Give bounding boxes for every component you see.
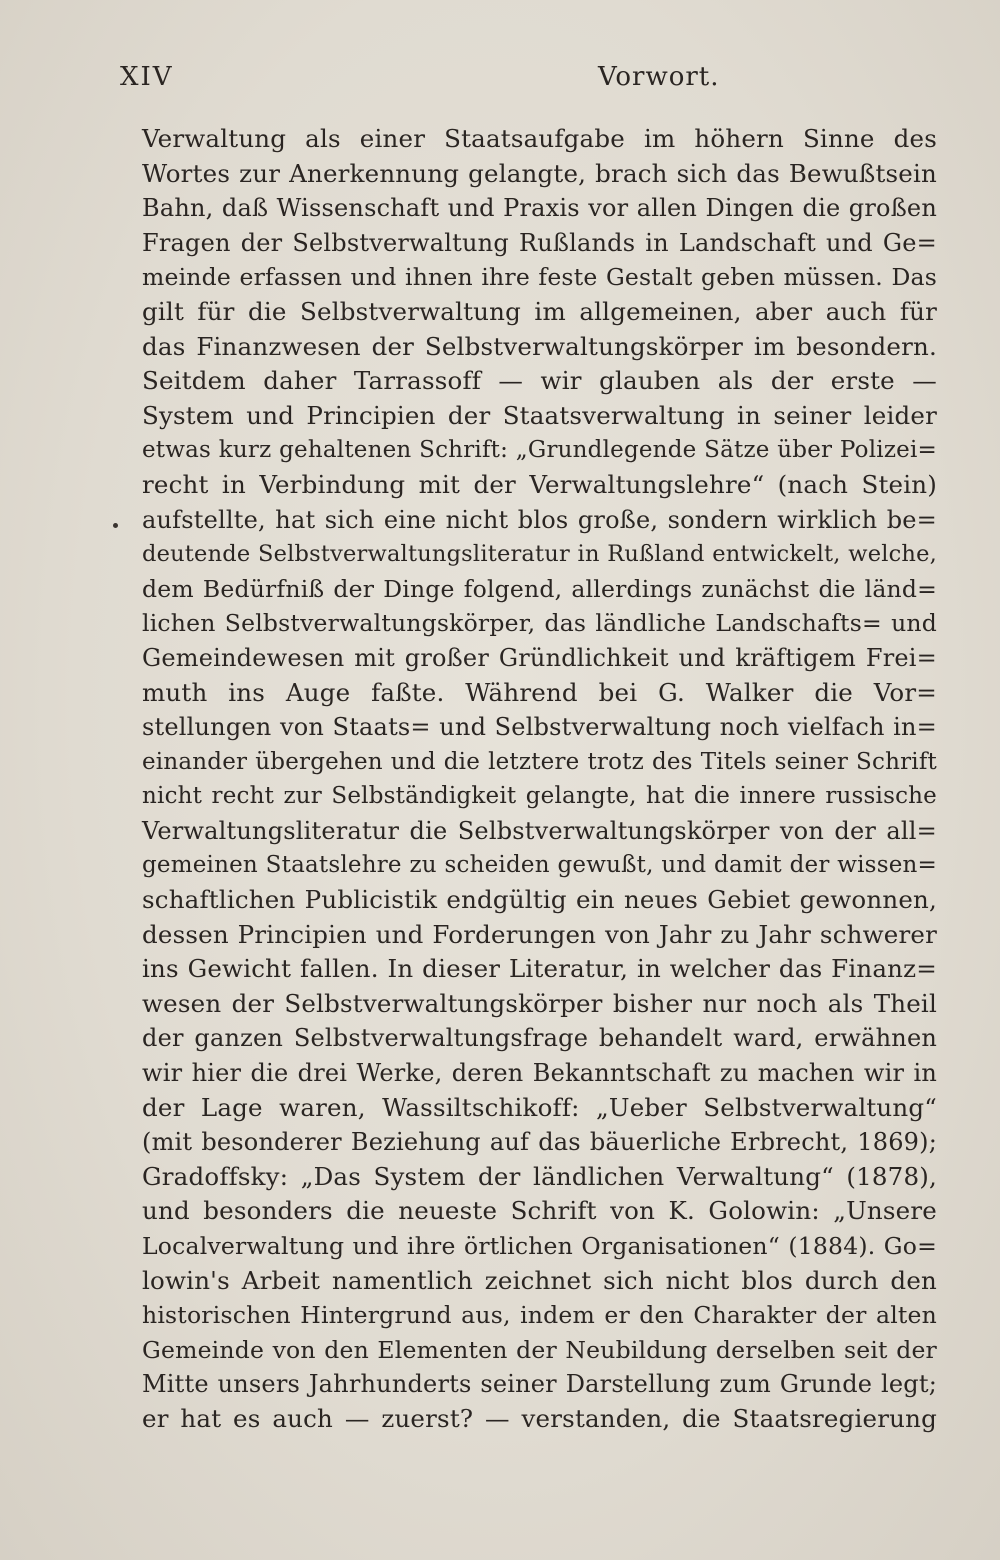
text-line: lichen Selbstverwaltungskörper, das ländliche Landschafts= und <box>142 609 937 638</box>
text-line: wesen der Selbstverwaltungskörper bisher nur noch als Theil <box>142 988 937 1018</box>
text-line: der Lage waren, Wassiltschikoff: „Ueber Selbstverwaltung“ <box>142 1092 937 1122</box>
text-line: etwas kurz gehaltenen Schrift: „Grundlegende Sätze über Polizei= <box>142 437 937 464</box>
page-number: XIV <box>120 62 174 92</box>
text-line: Fragen der Selbstverwaltung Rußlands in Landschaft und Ge= <box>142 228 937 257</box>
text-line: ins Gewicht fallen. In dieser Literatur, in welcher das Finanz= <box>142 954 937 984</box>
page-header <box>120 62 940 102</box>
text-line: Mitte unsers Jahrhunderts seiner Darstellung zum Grunde legt; <box>142 1370 937 1399</box>
text-line: Gradoffsky: „Das System der ländlichen Verwaltung“ (1878), <box>142 1161 937 1191</box>
text-line: Gemeindewesen mit großer Gründlichkeit und kräftigem Frei= <box>142 643 937 672</box>
text-line: nicht recht zur Selbständigkeit gelangte, hat die innere russische <box>142 783 937 810</box>
text-line: Gemeinde von den Elementen der Neubildung derselben seit der <box>142 1335 937 1364</box>
text-line: er hat es auch — zuerst? — verstanden, die Staatsregierung <box>142 1403 937 1433</box>
text-line: Verwaltungsliteratur die Selbstverwaltungskörper von der all= <box>142 816 937 845</box>
text-line: aufstellte, hat sich eine nicht blos große, sondern wirklich be= <box>142 505 937 534</box>
text-line: meinde erfassen und ihnen ihre feste Gestalt geben müssen. Das <box>142 263 937 292</box>
text-line: lowin's Arbeit namentlich zeichnet sich nicht blos durch den <box>142 1265 937 1295</box>
text-line: das Finanzwesen der Selbstverwaltungskörper im besondern. <box>142 331 937 361</box>
text-line: dem Bedürfniß der Dinge folgend, allerdings zunächst die länd= <box>142 574 937 603</box>
text-line: Verwaltung als einer Staatsaufgabe im höhern Sinne des <box>142 124 937 153</box>
text-line: Seitdem daher Tarrassoff — wir glauben als der erste — <box>142 366 937 396</box>
text-line: wir hier die drei Werke, deren Bekanntschaft zu machen wir in <box>142 1059 937 1088</box>
text-line: schaftlichen Publicistik endgültig ein neues Gebiet gewonnen, <box>142 885 937 915</box>
text-line: deutende Selbstverwaltungsliteratur in Rußland entwickelt, welche, <box>142 541 937 568</box>
text-line: der ganzen Selbstverwaltungsfrage behandelt ward, erwähnen <box>142 1024 937 1053</box>
margin-mark <box>113 523 118 528</box>
text-line: muth ins Auge faßte. Während bei G. Walker die Vor= <box>142 677 937 707</box>
text-line: einander übergehen und die letztere trotz des Titels seiner Schrift <box>142 748 937 775</box>
text-line: (mit besonderer Beziehung auf das bäuerliche Erbrecht, 1869); <box>142 1128 937 1157</box>
text-line: und besonders die neueste Schrift von K. Golowin: „Unsere <box>142 1196 937 1226</box>
text-line: gilt für die Selbstverwaltung im allgemeinen, aber auch für <box>142 296 937 326</box>
text-line: System und Principien der Staatsverwaltung in seiner leider <box>142 400 937 430</box>
text-line: historischen Hintergrund aus, indem er den Charakter der alten <box>142 1301 937 1330</box>
text-line: Localverwaltung und ihre örtlichen Organisationen“ (1884). Go= <box>142 1232 937 1260</box>
text-line: Wortes zur Anerkennung gelangte, brach sich das Bewußtsein <box>142 158 937 188</box>
running-title: Vorwort. <box>598 62 720 92</box>
text-line: Bahn, daß Wissenschaft und Praxis vor allen Dingen die großen <box>142 194 937 223</box>
text-line: stellungen von Staats= und Selbstverwaltung noch vielfach in= <box>142 713 937 742</box>
text-line: recht in Verbindung mit der Verwaltungslehre“ (nach Stein) <box>142 469 937 499</box>
text-line: dessen Principien und Forderungen von Jahr zu Jahr schwerer <box>142 919 937 949</box>
body-text <box>142 122 937 1437</box>
text-line: gemeinen Staatslehre zu scheiden gewußt, und damit der wissen= <box>142 852 937 879</box>
